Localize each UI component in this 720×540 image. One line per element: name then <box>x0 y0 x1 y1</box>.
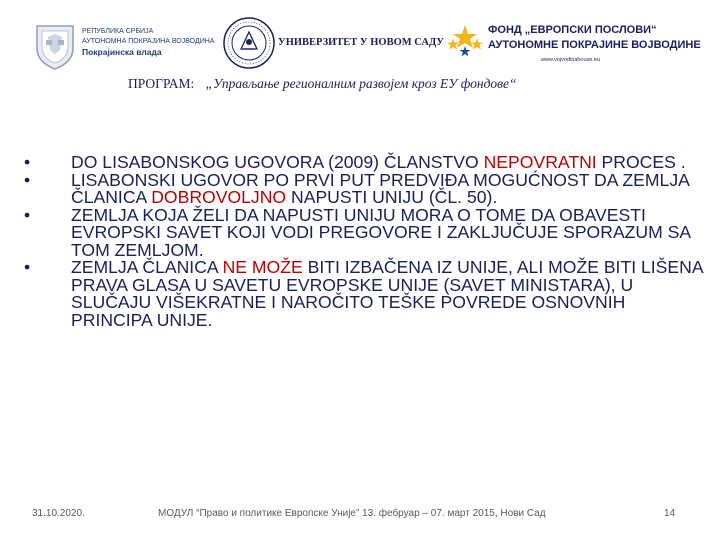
program-title: „Управљање регионалним развојем кроз ЕУ фондове“ <box>205 76 517 91</box>
government-text <box>82 27 222 57</box>
slide-footer <box>0 508 720 526</box>
bullet-text: PROCES . <box>596 152 686 172</box>
bullet-text: ZEMLJA KOJA ŽELI DA NAPUSTI UNIJU MORA O TOME DA OBAVESTI EVROPSKI SAVET KOJI VODI PREGOVORE I ZAKLJUČUJE SPORAZUM SA TOM ZEMLJOM. <box>71 204 691 260</box>
bullet-text: ZEMLJA ČLANICA <box>71 257 223 277</box>
emphasis-text: DOBROVOLJNO <box>151 187 287 207</box>
bullet-text: NAPUSTI UNIJU (ČL. 50). <box>286 187 498 207</box>
fond-line-1: ФОНД „ЕВРОПСКИ ПОСЛОВИ“ <box>488 24 657 36</box>
bullet-dot: • <box>24 169 31 190</box>
emphasis-text: NE MOŽE <box>222 257 303 277</box>
fond-line-2: АУТОНОМНЕ ПОКРАЈИНЕ ВОЈВОДИНЕ <box>488 39 701 51</box>
emphasis-text: NEPOVRATNI <box>483 152 597 172</box>
fond-website: www.vojvodinahouse.eu <box>541 57 601 63</box>
program-line <box>128 76 517 92</box>
bullet-text: BITI IZBAČENA IZ UNIJE, ALI MOŽE BITI LIŠENA PRAVA GLASA U SAVETU EVROPSKE UNIJE (SAVET MINISTARA), U SLUČAJU VIŠEKRATNE I NAROČITO TEŠKE POVREDE OSNOVNIH PRINCIPA UNIJE. <box>71 257 703 330</box>
program-label: ПРОГРАМ: <box>128 76 195 91</box>
gov-line-1: РЕПУБЛИКА СРБИЈА <box>82 28 154 35</box>
gov-line-2: АУТОНОМНА ПОКРАЈИНА ВОЈВОДИНА <box>82 38 215 45</box>
gov-line-3: Покрајинска влада <box>82 47 162 57</box>
slide-header <box>0 0 720 105</box>
footer-date: 31.10.2020. <box>32 508 85 519</box>
bullet-item <box>24 169 704 207</box>
bullet-item <box>24 259 704 329</box>
bullet-item <box>24 204 704 260</box>
eu-stars-icon <box>445 24 485 60</box>
coat-of-arms-icon <box>33 22 77 70</box>
bullet-list <box>24 154 704 329</box>
footer-course: МОДУЛ “Право и политике Европске Уније” 13. фебруар – 07. март 2015, Нови Сад <box>158 508 546 519</box>
university-seal-icon <box>222 16 276 70</box>
bullet-text: DO LISABONSKOG UGOVORA (2009) ČLANSTVO <box>71 152 484 172</box>
bullet-dot: • <box>24 152 31 172</box>
fond-text <box>488 23 708 53</box>
bullet-dot: • <box>24 204 31 225</box>
page-number: 14 <box>664 508 676 519</box>
bullet-dot: • <box>24 257 31 277</box>
university-name: УНИВЕРЗИТЕТ У НОВОМ САДУ <box>278 37 445 48</box>
bullet-text: LISABONSKI UGOVOR PO PRVI PUT PREDVIĐA MOGUĆNOST DA ZEMLJA ČLANICA <box>71 169 689 207</box>
